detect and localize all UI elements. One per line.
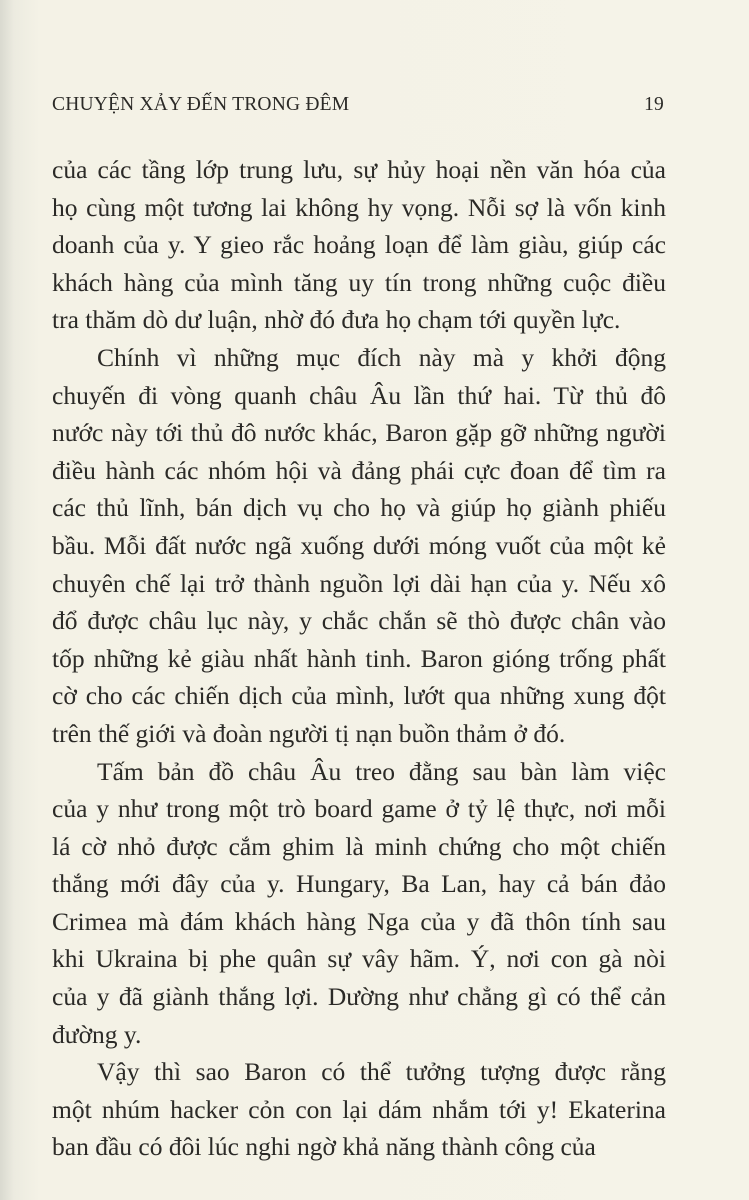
text-line: điều hành các nhóm hội và đảng phái cực đoan để tìm ra xyxy=(52,455,666,485)
paragraph xyxy=(52,339,666,753)
paragraph xyxy=(52,151,666,339)
text-line: đường y. xyxy=(52,1019,142,1049)
text-line: Tấm bản đồ châu Âu treo đằng sau bàn làm việc xyxy=(97,756,666,786)
text-line: tốp những kẻ giàu nhất hành tinh. Baron gióng trống phất xyxy=(52,643,666,673)
text-line: đổ được châu lục này, y chắc chắn sẽ thò được chân vào xyxy=(52,606,666,636)
text-line: ban đầu có đôi lúc nghi ngờ khả năng thành công của xyxy=(52,1132,596,1162)
page-number: 19 xyxy=(644,94,664,115)
chapter-title: CHUYỆN XẢY ĐẾN TRONG ĐÊM xyxy=(52,94,350,115)
text-line: nước này tới thủ đô nước khác, Baron gặp gỡ những người xyxy=(52,418,666,448)
text-line: của y đã giành thắng lợi. Dường như chẳng gì có thể cản xyxy=(52,982,666,1012)
text-line: một nhúm hacker cỏn con lại dám nhắm tới y! Ekaterina xyxy=(52,1094,666,1124)
text-line: họ cùng một tương lai không hy vọng. Nỗi sợ là vốn kinh xyxy=(52,192,666,222)
text-line: lá cờ nhỏ được cắm ghim là minh chứng cho một chiến xyxy=(52,831,666,861)
text-line: chuyến đi vòng quanh châu Âu lần thứ hai. Từ thủ đô xyxy=(52,380,666,410)
text-line: doanh của y. Y gieo rắc hoảng loạn để làm giàu, giúp các xyxy=(52,230,666,260)
text-line: trên thế giới và đoàn người tị nạn buồn thảm ở đó. xyxy=(52,718,566,748)
text-line: Crimea mà đám khách hàng Nga của y đã thôn tính sau xyxy=(52,906,666,936)
text-line: của y như trong một trò board game ở tỷ lệ thực, nơi mỗi xyxy=(52,794,666,824)
text-line: của các tầng lớp trung lưu, sự hủy hoại nền văn hóa của xyxy=(52,155,666,184)
text-line: khi Ukraina bị phe quân sự vây hãm. Ý, nơi con gà nòi xyxy=(52,944,666,974)
body-text xyxy=(52,151,666,1166)
running-header xyxy=(52,94,666,122)
text-line: tra thăm dò dư luận, nhờ đó đưa họ chạm tới quyền lực. xyxy=(52,305,621,335)
paragraph xyxy=(52,1053,666,1166)
text-line: Chính vì những mục đích này mà y khởi động xyxy=(97,342,666,372)
text-line: khách hàng của mình tăng uy tín trong những cuộc điều xyxy=(52,267,666,297)
text-line: chuyên chế lại trở thành nguồn lợi dài hạn của y. Nếu xô xyxy=(52,568,666,598)
paragraph xyxy=(52,753,666,1054)
text-line: các thủ lĩnh, bán dịch vụ cho họ và giúp họ giành phiếu xyxy=(52,493,666,523)
text-line: Vậy thì sao Baron có thể tưởng tượng được rằng xyxy=(97,1057,666,1087)
text-line: bầu. Mỗi đất nước ngã xuống dưới móng vuốt của một kẻ xyxy=(52,530,666,560)
text-line: thắng mới đây của y. Hungary, Ba Lan, hay cả bán đảo xyxy=(52,869,666,899)
text-line: cờ cho các chiến dịch của mình, lướt qua những xung đột xyxy=(52,681,666,711)
